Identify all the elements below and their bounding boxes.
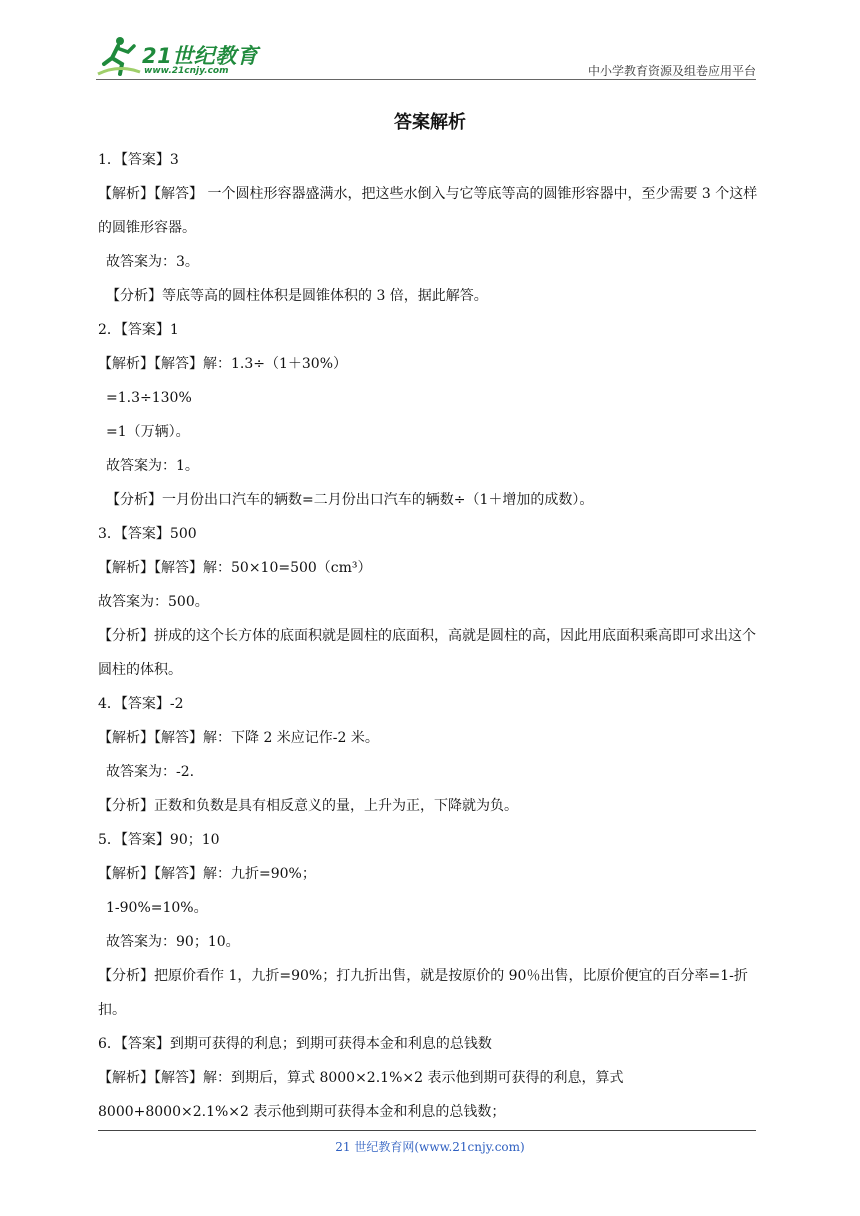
reasoning-2: 【分析】一月份出口汽车的辆数=二月份出口汽车的辆数÷（1＋增加的成数）。 [106,492,594,508]
step-2a: =1.3÷130% [106,390,192,406]
logo-text: 21世纪教育 [142,44,259,68]
answer-2: 2．【答案】1 [98,322,179,338]
analysis-4: 【解析】【解答】解：下降 2 米应记作-2 米。 [98,730,379,746]
answer-5: 5．【答案】90；10 [98,832,220,848]
reasoning-1: 【分析】等底等高的圆柱体积是圆锥体积的 3 倍，据此解答。 [106,288,488,304]
reasoning-3: 【分析】拼成的这个长方体的底面积就是圆柱的底面积，高就是圆柱的高，因此用底面积乘高即可求出这个圆柱的体积。 [98,628,756,678]
header-divider [96,79,756,80]
platform-label: 中小学教育资源及组卷应用平台 [587,64,756,78]
analysis-6: 【解析】【解答】解：到期后，算式 8000×2.1%×2 表示他到期可获得的利息，算式 8000+8000×2.1%×2 表示他到期可获得本金和利息的总钱数； [98,1070,624,1120]
reasoning-4: 【分析】正数和负数是具有相反意义的量，上升为正，下降就为负。 [98,798,518,814]
step-5: 1-90%=10%。 [106,900,208,916]
analysis-5: 【解析】【解答】解：九折=90%； [98,866,316,882]
page-title: 答案解析 [394,112,466,133]
analysis-2: 【解析】【解答】解：1.3÷（1＋30%） [98,356,348,372]
logo-url: www.21cnjy.com [144,66,229,76]
page-header [96,30,756,82]
reasoning-5: 【分析】把原价看作 1，九折=90%；打九折出售，就是按原价的 90％出售，比原价便宜的百分率=1-折扣。 [98,968,748,1018]
analysis-1: 【解析】【解答】 一个圆柱形容器盛满水，把这些水倒入与它等底等高的圆锥形容器中，至少需要 3 个这样的圆锥形容器。 [98,186,758,236]
conclusion-5: 故答案为：90；10。 [106,934,240,950]
analysis-3: 【解析】【解答】解：50×10=500（cm³） [98,560,372,576]
answer-4: 4．【答案】-2 [98,696,184,712]
footer-divider [98,1130,756,1131]
conclusion-2: 故答案为：1。 [106,458,199,474]
footer-link[interactable]: 21 世纪教育网(www.21cnjy.com) [335,1140,525,1154]
answer-3: 3．【答案】500 [98,526,197,542]
conclusion-4: 故答案为：-2. [106,764,195,780]
step-2b: =1（万辆）。 [106,424,190,440]
logo [96,34,266,80]
conclusion-1: 故答案为：3。 [106,254,199,270]
runner-icon [96,34,142,80]
conclusion-3: 故答案为：500。 [98,594,209,610]
answer-6: 6．【答案】到期可获得的利息；到期可获得本金和利息的总钱数 [98,1036,492,1052]
answer-1: 1．【答案】3 [98,152,179,168]
